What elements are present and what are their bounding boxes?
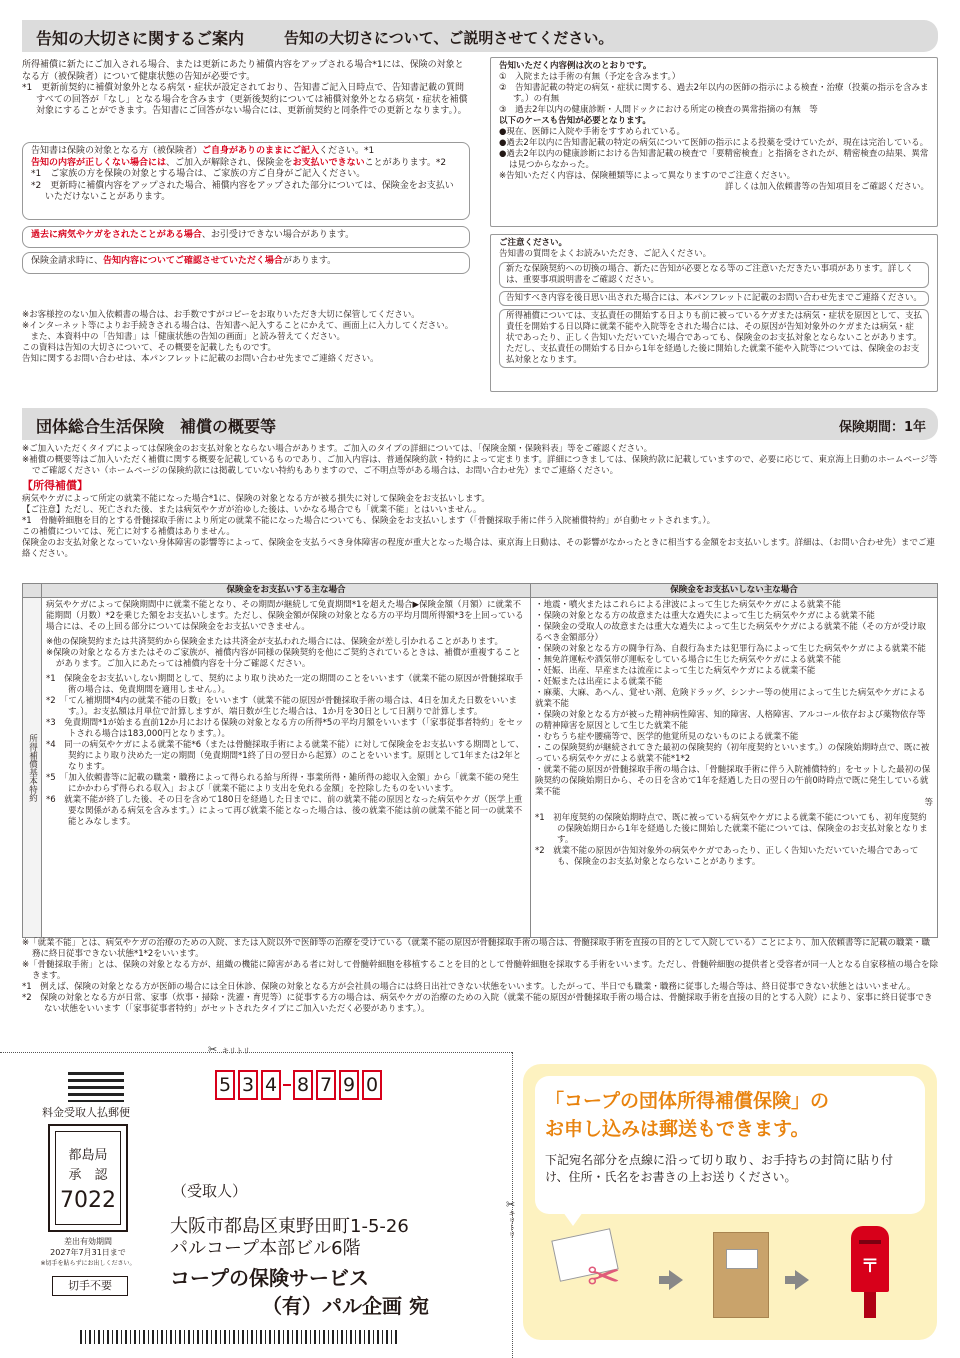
header-blank xyxy=(23,584,42,598)
coverage-intro xyxy=(22,444,938,560)
box1-b: ご自身がありのままにご記入 xyxy=(202,146,320,156)
nopay-5: ・無免許運転や酒気帯び運転をしている場合に生じた病気やケガによる就業不能 xyxy=(535,655,841,665)
mailbox-post xyxy=(864,1292,876,1318)
examples-title: 告知いただく内容例は次のとおりです。 xyxy=(499,61,652,71)
caution-subtitle: 告知書の質問をよくお読みいただき、ご記入ください。 xyxy=(499,249,712,259)
caution-item-1 xyxy=(499,262,929,288)
box2-b: 、お引受けできない場合があります。 xyxy=(201,230,355,240)
footnote-1: ※「就業不能」とは、病気やケガの治療のための入院、または入院以外で医師等の治療を受けている（就業不能の原因が骨髄採取手術の場合は、骨髄採取手術を直接の目的として入院している）ことにより、加入依頼書等に記載の職業・職務に終日従事できない状態*1*2をいいます。 xyxy=(22,938,930,959)
kiritori-label-vertical: キリトリ xyxy=(508,1210,516,1238)
mailbox-icon xyxy=(847,1226,893,1322)
caution-item-2 xyxy=(499,291,929,306)
kiritori-label: キリトリ xyxy=(222,1047,250,1055)
caution-text-2: 告知すべき内容を後日思い出された場合には、本パンフレットに記載のお問い合わせ先までご連絡ください。 xyxy=(506,293,922,303)
coverage-header xyxy=(22,408,938,440)
stamp-number: 7022 xyxy=(60,1188,116,1213)
coverage-p3: *1 骨髄幹細胞を目的とする骨髄採取手術により所定の就業不能になった場合についても、保険金をお支払いします（「骨髄採取手術に伴う入院補償特約」が自動セットされます。）。 xyxy=(22,516,716,526)
postal-digit: 8 xyxy=(293,1070,313,1100)
caution-text-3: 所得補償については、支払責任の開始する日よりも前に被っているケガまたは病気・症状を原因として、支払責任を開始する日以降に就業不能や入院等をされた場合には、その原因が告知対象外のケガまたは病気・症状であったり、正しく告知いただいていた場合であっても、保険金のお支払対象とならないことがあります。ただし、支払責任の開始する日から1年を経過した後に開始した就業不能や入院等については、保険金のお支払対象となります。 xyxy=(506,311,922,365)
postage-stamp xyxy=(48,1124,128,1232)
promo-box xyxy=(523,1064,937,1340)
barcode-customer xyxy=(80,1330,400,1344)
caution-item-3 xyxy=(499,309,929,368)
footnote-4: *2 保険の対象となる方が日常、家事（炊事・掃除・洗濯・育児等）に従事する方の場合は、病気やケガの治療のための入院（就業不能の原因が骨髄採取手術の場合は、骨髄採取手術を直接の目的とする入院）により、家事に終日従事できない状態をいいます（「家事従事者特約」がセットされたタイプにご加入いただく必要があります。）。 xyxy=(22,993,933,1014)
notice-examples-box xyxy=(490,57,938,227)
coverage-note2: ※補償の概要等はご加入いただく補償に関する概要を記載しているものであり、ご加入内容は、普通保険約款・特約によって定まります。詳細につきましては、保険約款に記載していますので、必要に応じて、東京海上日動のホームページ等でご確認ください（ホームページの保険約款には掲載していない特約もありますので、ご不明点等がある場合は、お問い合わせ先）までご連絡ください。 xyxy=(22,455,938,476)
no-stamp-text: 切手不要 xyxy=(68,1279,112,1292)
recipient-address-1: 大阪市都島区東野田町1-5-26 xyxy=(170,1216,409,1237)
envelope-cut-illustration xyxy=(551,1224,645,1308)
footnote-3: *1 例えば、保険の対象となる方が医師の場合には全日休診、保険の対象となる方が会社員の場合には終日出社できない状態をいいます。したがって、半日でも職業・職務に従事した場合等は、終日従事できない状態とはいいません。 xyxy=(22,982,916,992)
footnote-2: ※「骨髄採取手術」とは、保険の対象となる方が、組織の機能に障害がある者に対して骨髄幹細胞を移植することを目的として骨髄幹細胞を採取する手術をいいます。ただし、骨髄幹細胞の提供者と受容者が同一人となる自家移植の場合を除きます。 xyxy=(22,960,938,981)
postal-digit: 3 xyxy=(238,1070,258,1100)
pay-note1: ※他の保険契約または共済契約から保険金または共済金が支払われた場合には、保険金が差し引かれることがあります。 xyxy=(46,637,503,647)
postal-dash xyxy=(283,1084,291,1086)
notice-title: 告知の大切さに関するご案内 xyxy=(36,29,245,48)
coverage-p5: 保険金のお支払対象となっていない身体障害の影響等によって、保険金を支払うべき身体障害の程度が重大となった場合は、東京海上日動は、その影響がなかったときに相当する金額をお支払いします。詳細は、（お問い合わせ先）までご連絡ください。 xyxy=(22,538,935,559)
box3-b: 告知内容についてご確認させていただく場合 xyxy=(103,256,283,266)
caution-title: ご注意ください。 xyxy=(499,238,568,248)
pay-fn4: *4 同一の病気やケガによる就業不能*6（または骨髄採取手術による就業不能）に対して保険金をお支払いする期間として、契約により取り決めた一定の期間（免責期間*1終了日の翌日から起算）のことをいいます。原則として1年または2年となります。 xyxy=(46,740,524,772)
case-2: ●過去2年以内に告知書記載の特定の病気について医師の指示による投薬を受けていたが、現在は完治している。 xyxy=(499,138,929,148)
nopay-fn2: *2 就業不能の原因が告知対象外の病気やケガであったり、正しく告知いただいていた場合であっても、保険金のお支払対象とならないことがあります。 xyxy=(535,846,919,867)
validity-1: 差出有効期間 xyxy=(64,1237,112,1246)
coverage-subtitle: 【所得補償】 xyxy=(22,479,88,492)
nopay-cell xyxy=(531,598,938,938)
box1-note2: *2 更新時に補償内容をアップされた場合、補償内容をアップされた部分については、保険金をお支払いいただけないことがあります。 xyxy=(31,180,454,202)
promo-headline-2: お申し込みは郵送もできます。 xyxy=(545,1118,810,1140)
barcode-bars-top xyxy=(68,1072,124,1102)
fn2: ※インターネット等によりお手続きされる場合は、告知書へ記入することにかえて、画面上に入力してください。 xyxy=(22,321,454,331)
postal-digit: 4 xyxy=(261,1070,281,1100)
mailbox-mark: 〒 xyxy=(861,1256,879,1277)
box1-g: ことがあります。*2 xyxy=(364,157,447,168)
box1-f: お支払いできない xyxy=(292,157,365,168)
nopay-3: ・保険金の受取人の故意または重大な過失によって生じた病気やケガによる就業不能（その方が受け取るべき金額部分） xyxy=(535,622,926,643)
example-2: ② 告知書記載の特定の病気・症状に関する、過去2年以内の医師の指示による検査・治療（投薬の指示を含みます。）の有無 xyxy=(499,83,929,104)
intro-text: 所得補償に新たにご加入される場合、または更新にあたり補償内容をアップされる場合*1には、保険の対象となる方（被保険者）について健康状態の告知が必要です。 xyxy=(22,60,464,82)
recipient-label: （受取人） xyxy=(172,1182,248,1200)
scissors-icon: ✂ xyxy=(587,1254,621,1300)
notice-box-claim xyxy=(22,252,470,274)
validity-text xyxy=(40,1236,136,1269)
box1-d: 告知の内容が正しくない場合には xyxy=(31,157,167,168)
pay-fn2: *2 「てん補期間*4内の就業不能の日数」をいいます（就業不能の原因が骨髄採取手術の場合は、4日を加えた日数をいいます。）。お支払額は月単位で計算しますが、端日数が生じた場合は、1か月を30日として日割りで計算します。 xyxy=(46,696,517,717)
nopay-9: ・保険の対象となる方が被った精神病性障害、知的障害、人格障害、アルコール依存および薬物依存等の精神障害を原因として生じた就業不能 xyxy=(535,710,926,731)
nopay-etc: 等 xyxy=(924,798,933,808)
coverage-table xyxy=(22,583,938,938)
pay-fn6: *6 就業不能が終了した後、その日を含めて180日を経過した日までに、前の就業不能の原因となった病気やケガ（医学上重要な関係がある病気を含みます。）によって再び就業不能となった場合は、後の就業不能は前の就業不能と同一の就業不能とみなします。 xyxy=(46,795,523,827)
promo-headline-1: 「コープの団体所得補償保険」の xyxy=(545,1090,830,1112)
nopay-10: ・むちうち症や腰痛等で、医学的他覚所見のないものによる就業不能 xyxy=(535,732,799,742)
pay-fn1: *1 保険金をお支払いしない期間として、契約により取り決めた一定の期間のことをいいます（就業不能の原因が骨髄採取手術の場合は、免責期間を適用しません。）。 xyxy=(46,674,523,695)
pay-note2: ※保険の対象となる方またはそのご家族が、補償内容が同様の保険契約を他にご契約されているときは、補償が重複することがあります。ご加入にあたっては補償内容を十分ご確認ください。 xyxy=(46,648,521,669)
pay-cell xyxy=(42,598,531,938)
example-1: ① 入院または手術の有無（予定を含みます。） xyxy=(499,72,681,82)
notice-caution-box xyxy=(490,234,938,392)
row-label: 所得補償基本特約 xyxy=(23,598,42,938)
nopay-4: ・保険の対象となる方の闘争行為、自殺行為または犯罪行為によって生じた病気やケガによる就業不能 xyxy=(535,644,926,654)
fn5: 告知に関するお問い合わせは、本パンフレットに記載のお問い合わせ先までご連絡ください。 xyxy=(22,354,379,364)
validity-2: 2027年7月31日まで xyxy=(50,1248,126,1257)
nopay-2: ・保険の対象となる方の故意または重大な過失によって生じた病気やケガによる就業不能 xyxy=(535,611,875,621)
arrow-2-bar xyxy=(785,1276,795,1284)
fn3: また、本資料中の「告知書」は「健康状態の告知の画面」と読み替えてください。 xyxy=(22,332,346,342)
recipient-address-2: パルコープ本部ビル6階 xyxy=(170,1238,361,1259)
header-nopay: 保険金をお支払いしない主な場合 xyxy=(531,584,938,598)
fn1: ※お客様控のない加入依頼書の場合は、お手数ですがコピーをお取りいただき大切に保管してください。 xyxy=(22,310,420,320)
no-stamp-box xyxy=(52,1276,128,1296)
stamp-office: 都島局 xyxy=(68,1148,108,1163)
example-3: ③ 過去2年以内の健康診断・人間ドックにおける所定の検査の異常指摘の有無 等 xyxy=(499,105,818,115)
notice-box-history xyxy=(22,226,470,248)
box3-c: があります。 xyxy=(282,256,337,266)
fn4: この資料は告知の大切さについて、その概要を記載したものです。 xyxy=(22,343,276,353)
notice-header xyxy=(22,20,938,52)
nopay-7: ・妊娠または出産による就業不能 xyxy=(535,677,663,687)
nopay-8: ・麻薬、大麻、あへん、覚せい剤、危険ドラッグ、シンナー等の使用によって生じた病気やケガによる就業不能 xyxy=(535,688,926,709)
nopay-1: ・地震・噴火またはこれらによる津波によって生じた病気やケガによる就業不能 xyxy=(535,600,841,610)
promo-description: 下記宛名部分を点線に沿って切り取り、お手持ちの封筒に貼り付け、住所・氏名をお書きの上お送りください。 xyxy=(545,1153,894,1184)
box1-c: ください。*1 xyxy=(319,146,375,156)
case-1: ●現在、医師に入院や手術をすすめられている。 xyxy=(499,127,686,137)
mailbox-slot xyxy=(859,1240,881,1244)
pay-fn3: *3 免責期間*1が始まる直前12か月における保険の対象となる方の所得*5の平均月額をいいます（「家事従事者特約」をセットされる場合は183,000円となります。）。 xyxy=(46,718,524,739)
box2-a: 過去に病気やケガをされたことがある場合 xyxy=(31,230,202,240)
arrow-1-bar xyxy=(659,1276,669,1284)
nopay-6: ・妊娠、出産、早産または流産によって生じた病気やケガによる就業不能 xyxy=(535,666,816,676)
box1-e: 、ご加入が解除され、保険金を xyxy=(166,157,293,168)
postal-digit: 0 xyxy=(362,1070,382,1100)
nopay-12: ・就業不能の原因が骨髄採取手術の場合は、「骨髄採取手術に伴う入院補償特約」をセットした最初の保険契約の保険始期日から、その日を含めて1年を経過した日の翌日の午前0時時点で既に発生している就業不能 xyxy=(535,765,931,797)
examples-note1: ※告知いただく内容は、保険種類等によって異なりますのでご注意ください。 xyxy=(499,171,796,181)
box1-note1: *1 ご家族の方を保険の対象とする場合は、ご家族の方ご自身がご記入ください。 xyxy=(31,169,366,179)
coverage-p2: 【ご注意】ただし、死亡された後、または病気やケガが治ゆした後は、いかなる場合でも「就業不能」とはいいません。 xyxy=(22,505,482,515)
case-3: ●過去2年以内の健康診断における告知書記載の検査で「要精密検査」と指摘をされたが、精密検査の結果、異常は見つからなかった。 xyxy=(499,149,929,170)
coverage-footnotes xyxy=(22,938,938,1015)
postage-label: 料金受取人払郵便 xyxy=(42,1106,130,1119)
examples-case-title: 以下のケースも告知が必要となります。 xyxy=(499,116,651,126)
postal-digit: 9 xyxy=(339,1070,359,1100)
examples-note2: 詳しくは加入依頼書等の告知項目をご確認ください。 xyxy=(724,182,929,192)
coverage-note1: ※ご加入いただくタイプによっては保険金のお支払対象とならない場合があります。ご加入のタイプの詳細については、「保険金額・保険料表」等をご確認ください。 xyxy=(22,444,653,454)
caution-text-1: 新たな保険契約への切換の場合、新たに告知が必要となる等のご注意いただきたい事項があります。詳しくは、重要事項説明書をご確認ください。 xyxy=(506,264,914,285)
notice-subtitle: 告知の大切さについて、ご説明させてください。 xyxy=(284,29,614,47)
coverage-period: 保険期間：1年 xyxy=(838,420,926,435)
arrow-right-icon xyxy=(669,1270,683,1290)
box1-a: 告知書は保険の対象となる方（被保険者） xyxy=(31,146,203,156)
box3-a: 保険金請求時に、 xyxy=(31,256,104,266)
validity-3: ※切手を貼らずにお出しください。 xyxy=(40,1260,136,1267)
notice-footnotes xyxy=(22,310,470,365)
recipient-name-1: コープの保険サービス xyxy=(170,1266,369,1290)
coverage-table-row xyxy=(23,598,938,938)
arrow-right-icon xyxy=(795,1270,809,1290)
pay-fn5: *5 「加入依頼書等に記載の職業・職務によって得られる給与所得・事業所得・雑所得の総収入金額」から「就業不能の発生にかかわらず得られる収入」および「就業不能により支出を免れる金額」を控除したものをいいます。 xyxy=(46,773,519,794)
stamp-approve: 承 認 xyxy=(68,1168,108,1183)
notice-intro xyxy=(22,60,470,118)
parcel-label xyxy=(726,1249,758,1269)
intro-note: *1 更新前契約に補償対象外となる病気・症状が設定されており、告知書ご記入日時点で、告知書記載の質問すべての回答が「なし」となる場合を含みます（更新後契約については補償対象外となる病気・症状を補償対象にすることができます。告知書にご回答がない場合には、更新前契約と同条件での更新となります。）。 xyxy=(22,83,468,116)
postal-digit: 7 xyxy=(316,1070,336,1100)
coverage-table-header xyxy=(23,584,938,598)
parcel-envelope-icon xyxy=(713,1232,769,1318)
coverage-title: 団体総合生活保険 補償の概要等 xyxy=(36,417,277,436)
recipient-name-2: （有）パル企画 宛 xyxy=(262,1294,429,1318)
pay-main: 病気やケガによって保険期間中に就業不能となり、その期間が継続して免責期間*1を超えた場合▶保険金額（月額）に就業不能期間（月数）*2を乗じた額をお支払いします。ただし、保険金額が保険の対象となる方の平均月間所得額*3を上回っている場合には、その上回る部分については保険金をお支払いできません。 xyxy=(46,600,524,632)
cut-line-horizontal xyxy=(0,1052,512,1053)
scissors-icon: ✂ xyxy=(208,1043,218,1056)
postal-digit: 5 xyxy=(215,1070,235,1100)
notice-box-self xyxy=(22,142,470,220)
nopay-fn1: *1 初年度契約の保険始期時点で、既に被っている病気やケガによる就業不能についても、初年度契約の保険始期日から1年を経過した後に開始した就業不能については、保険金のお支払対象となります。 xyxy=(535,813,928,845)
header-pay: 保険金をお支払いする主な場合 xyxy=(42,584,531,598)
coverage-p1: 病気やケガによって所定の就業不能になった場合*1に、保険の対象となる方が被る損失に対して保険金をお支払いします。 xyxy=(22,494,490,504)
nopay-11: ・この保険契約が継続されてきた最初の保険契約（初年度契約といいます。）の保険始期時点で、既に被っている病気やケガによる就業不能*1*2 xyxy=(535,743,930,764)
coverage-p4: この補償については、死亡に対する補償はありません。 xyxy=(22,527,235,537)
scissors-icon-vertical: ✂ xyxy=(506,1198,516,1211)
